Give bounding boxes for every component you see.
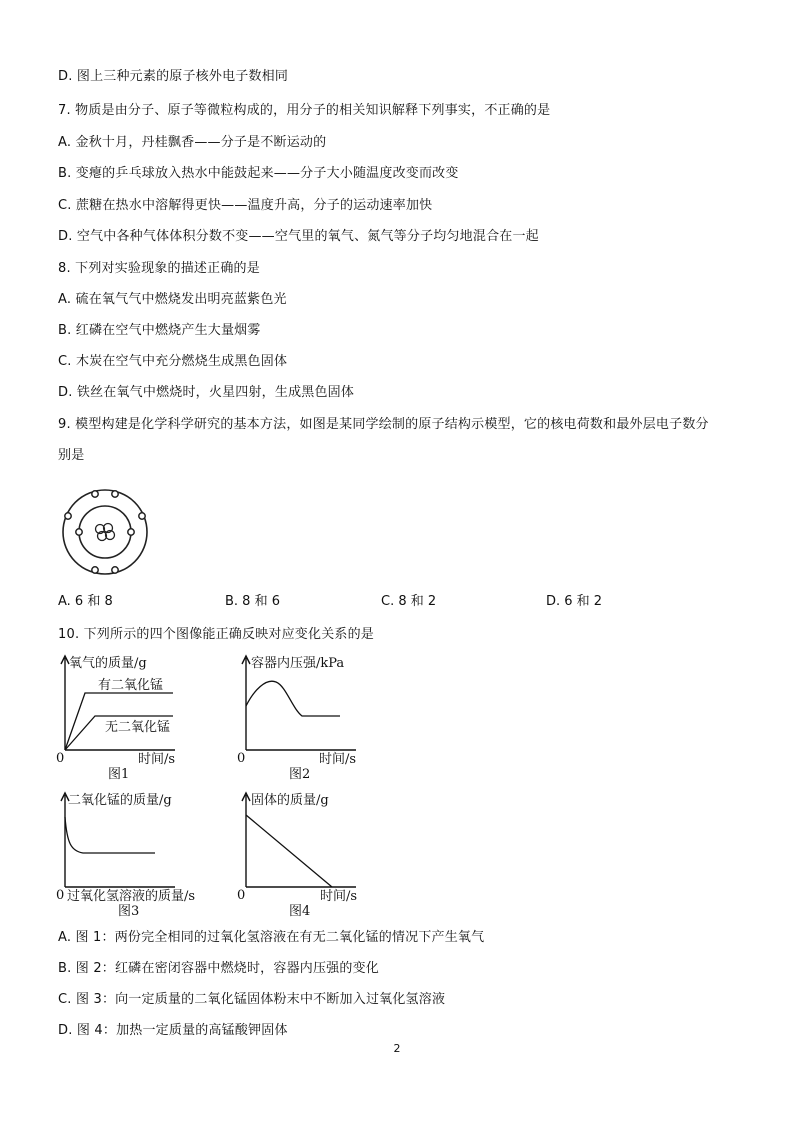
fig1-caption: 图1: [108, 767, 130, 782]
fig1-xlabel: 时间/s: [138, 752, 176, 767]
figure-1-chart: [55, 650, 215, 785]
figure-4-chart: [236, 787, 406, 922]
fig1-ylabel: 氧气的质量/g: [69, 656, 147, 671]
fig3-caption: 图3: [118, 904, 140, 919]
figure-3-chart: [55, 787, 225, 922]
atom-model-figure: [55, 486, 155, 578]
q10-option-c: C. 图 3：向一定质量的二氧化锰固体粉末中不断加入过氧化氢溶液: [58, 992, 446, 1007]
q8-option-d: D. 铁丝在氧气中燃烧时，火星四射，生成黑色固体: [58, 385, 355, 400]
q9-option-b: B. 8 和 6: [225, 594, 280, 609]
q10-stem: 10. 下列所示的四个图像能正确反映对应变化关系的是: [58, 627, 375, 642]
fig2-origin: 0: [237, 751, 246, 766]
q9-option-c: C. 8 和 2: [381, 594, 437, 609]
fig3-mno2-curve: [65, 817, 155, 853]
q8-option-b: B. 红磷在空气中燃烧产生大量烟雾: [58, 323, 261, 338]
fig4-origin: 0: [237, 888, 246, 903]
q9-option-d: D. 6 和 2: [546, 594, 603, 609]
q10-option-d: D. 图 4：加热一定质量的高锰酸钾固体: [58, 1023, 288, 1038]
fig1-origin: 0: [56, 751, 65, 766]
q10-option-b: B. 图 2：红磷在密闭容器中燃烧时，容器内压强的变化: [58, 961, 379, 976]
fig3-origin: 0: [56, 888, 65, 903]
fig1-series-top: 有二氧化锰: [98, 678, 164, 693]
fig3-ylabel: 二氧化锰的质量/g: [68, 793, 172, 808]
fig4-ylabel: 固体的质量/g: [251, 793, 329, 808]
q9-option-a: A. 6 和 8: [58, 594, 113, 609]
q7-option-a: A. 金秋十月，丹桂飘香——分子是不断运动的: [58, 135, 327, 150]
fig4-xlabel: 时间/s: [320, 889, 358, 904]
page-number: 2: [393, 1042, 401, 1055]
q9-stem-cont: 别是: [58, 448, 85, 463]
q7-option-b: B. 变瘪的乒乓球放入热水中能鼓起来——分子大小随温度改变而改变: [58, 166, 459, 181]
q6-option-d: D. 图上三种元素的原子核外电子数相同: [58, 69, 289, 84]
q7-stem: 7. 物质是由分子、原子等微粒构成的，用分子的相关知识解释下列事实，不正确的是: [58, 103, 551, 118]
fig2-ylabel: 容器内压强/kPa: [251, 656, 345, 671]
q7-option-d: D. 空气中各种气体体积分数不变——空气里的氧气、氮气等分子均匀地混合在一起: [58, 229, 539, 244]
fig4-solid-mass-line: [246, 815, 332, 887]
fig4-caption: 图4: [289, 904, 311, 919]
fig1-series-bottom: 无二氧化锰: [105, 720, 171, 735]
q9-stem: 9. 模型构建是化学科学研究的基本方法，如图是某同学绘制的原子结构示模型，它的核电荷数和最外层电子数分: [58, 417, 709, 432]
fig2-caption: 图2: [289, 767, 311, 782]
q8-stem: 8. 下列对实验现象的描述正确的是: [58, 261, 260, 276]
fig3-xlabel: 过氧化氢溶液的质量/s: [67, 889, 196, 904]
q10-option-a: A. 图 1：两份完全相同的过氧化氢溶液在有无二氧化锰的情况下产生氧气: [58, 930, 485, 945]
q8-option-a: A. 硫在氧气气中燃烧发出明亮蓝紫色光: [58, 292, 287, 307]
q8-option-c: C. 木炭在空气中充分燃烧生成黑色固体: [58, 354, 288, 369]
fig2-pressure-curve: [246, 681, 340, 716]
figure-2-chart: [236, 650, 406, 785]
fig2-xlabel: 时间/s: [319, 752, 357, 767]
q7-option-c: C. 蔗糖在热水中溶解得更快——温度升高，分子的运动速率加快: [58, 198, 433, 213]
